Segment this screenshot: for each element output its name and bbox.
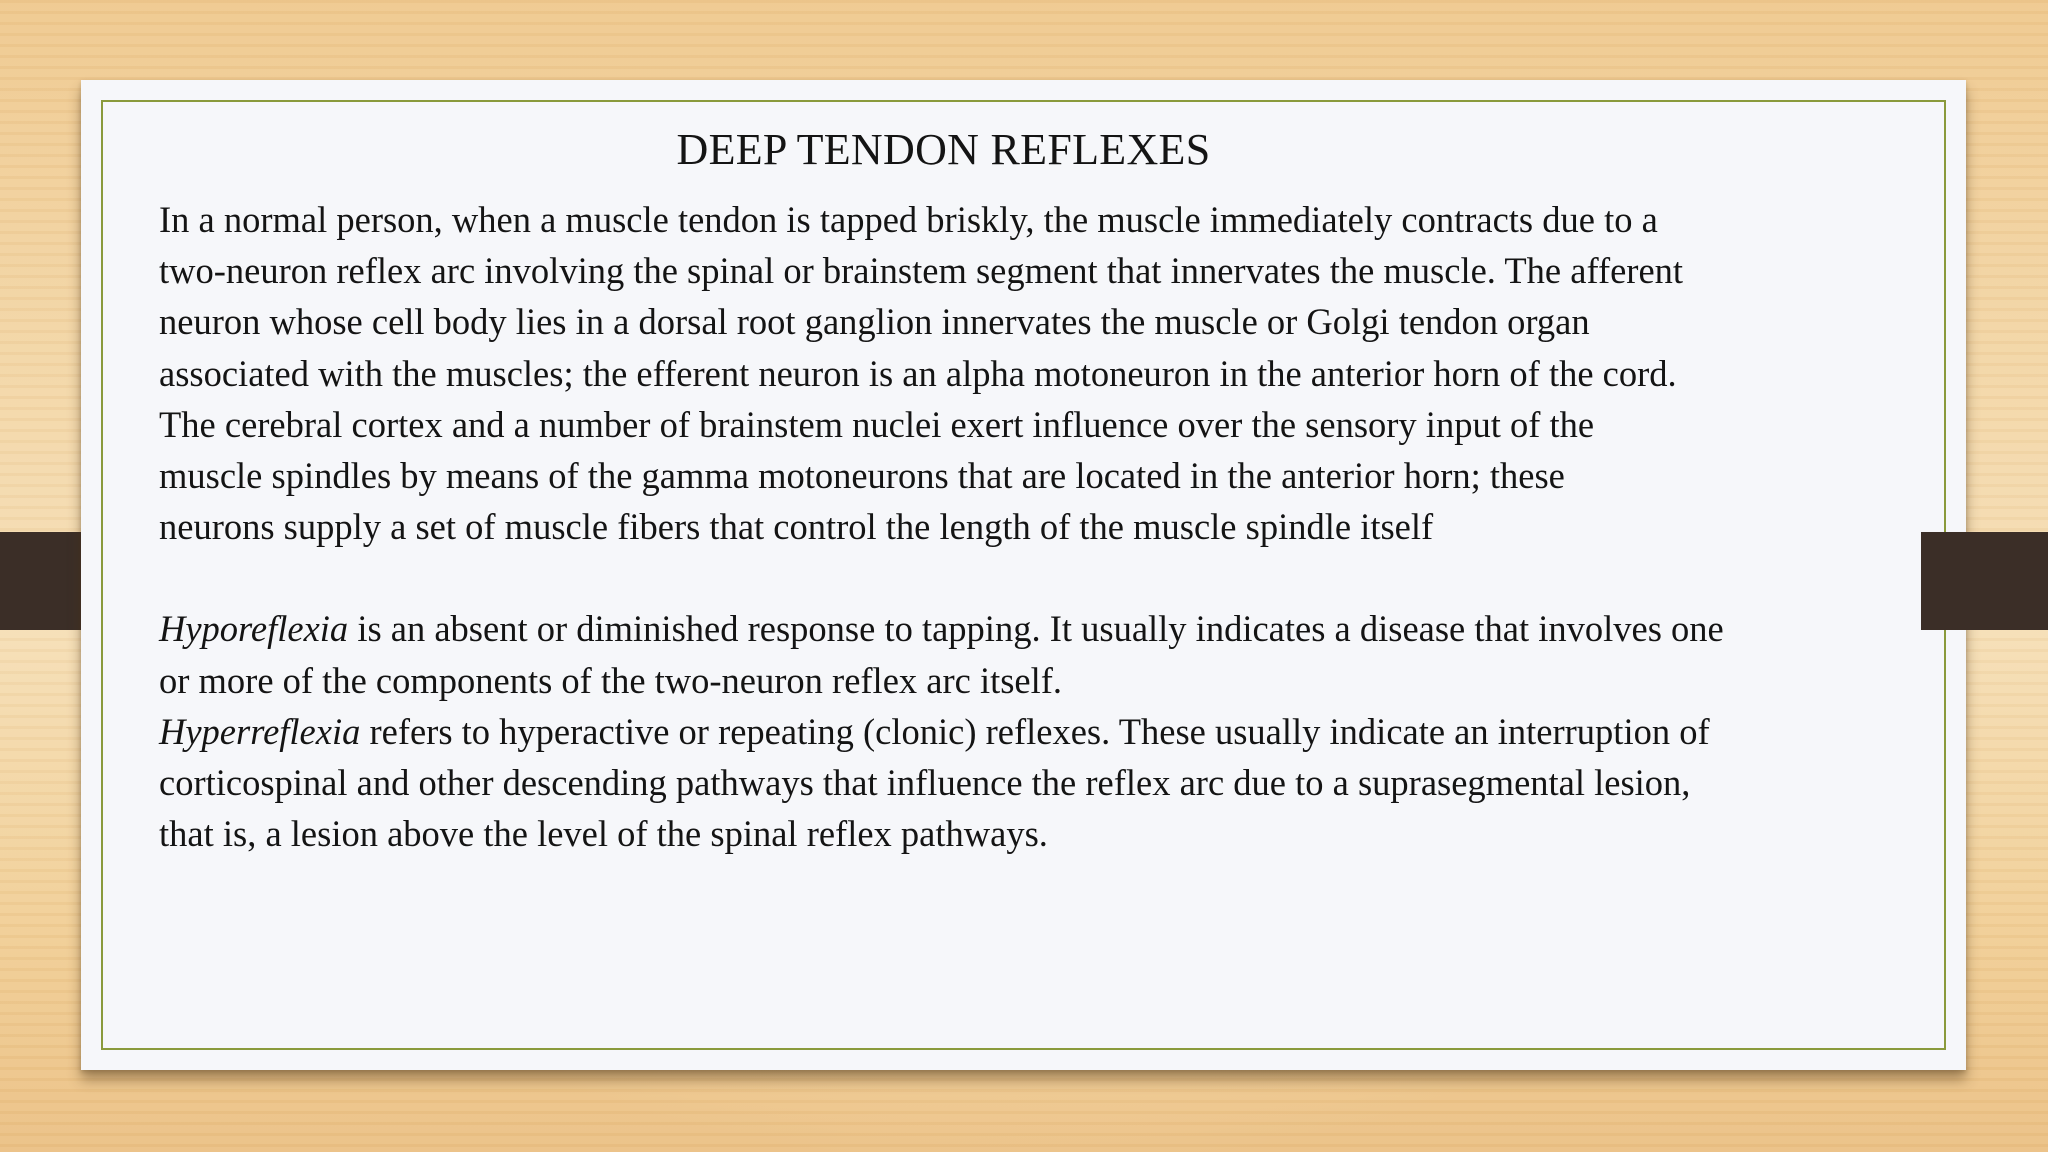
slide-card: [81, 80, 1966, 1070]
intro-line: associated with the muscles; the efferent neuron is an alpha motoneuron in the anterior horn of the cord.: [159, 352, 1677, 394]
hyperreflexia-text: refers to hyperactive or repeating (clonic) reflexes. These usually indicate an interruption of: [360, 710, 1710, 752]
right-dark-tab: [1921, 532, 2048, 630]
hyporeflexia-paragraph: [159, 603, 1919, 705]
hyperreflexia-line: corticospinal and other descending pathways that influence the reflex arc due to a suprasegmental lesion,: [159, 762, 1691, 804]
intro-line: two-neuron reflex arc involving the spinal or brainstem segment that innervates the muscle. The afferent: [159, 250, 1684, 292]
hyporeflexia-text: is an absent or diminished response to tapping. It usually indicates a disease that involves one: [348, 608, 1724, 650]
slide-body: [159, 194, 1919, 859]
intro-line: The cerebral cortex and a number of brainstem nuclei exert influence over the sensory input of the: [159, 403, 1595, 445]
intro-line: neuron whose cell body lies in a dorsal root ganglion innervates the muscle or Golgi tendon organ: [159, 301, 1590, 343]
paragraph-gap: [159, 552, 1919, 603]
intro-line: neurons supply a set of muscle fibers that control the length of the muscle spindle itself: [159, 506, 1434, 548]
slide-title: DEEP TENDON REFLEXES: [676, 125, 1211, 174]
hyporeflexia-line: or more of the components of the two-neuron reflex arc itself.: [159, 659, 1063, 701]
hyporeflexia-term: Hyporeflexia: [159, 608, 349, 650]
hyperreflexia-line: [159, 706, 1919, 757]
hyperreflexia-paragraph: [159, 706, 1919, 860]
hyperreflexia-line: that is, a lesion above the level of the spinal reflex pathways.: [159, 813, 1048, 855]
intro-line: In a normal person, when a muscle tendon is tapped briskly, the muscle immediately contracts due to a: [159, 199, 1658, 240]
hyporeflexia-line: [159, 603, 1919, 654]
hyperreflexia-term: Hyperreflexia: [159, 710, 361, 752]
intro-line: muscle spindles by means of the gamma motoneurons that are located in the anterior horn; these: [159, 455, 1565, 497]
intro-paragraph: [159, 194, 1919, 552]
